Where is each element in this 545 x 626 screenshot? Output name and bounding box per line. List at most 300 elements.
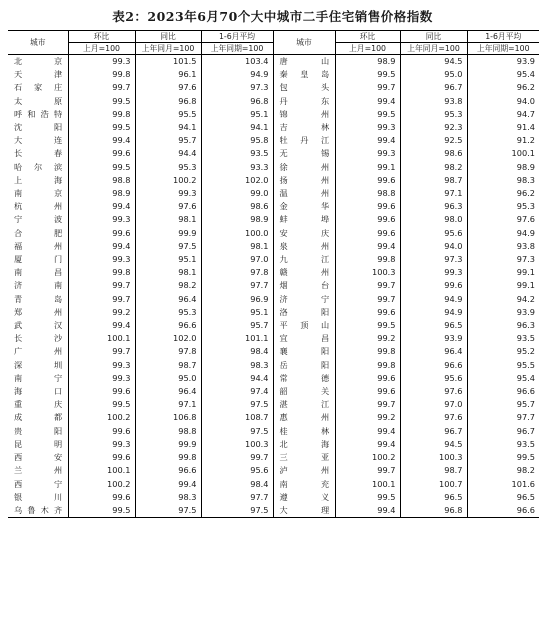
right-city-cell: 平顶山 [273,319,335,332]
right-yoy-cell: 98.6 [400,147,467,160]
right-avg-cell: 95.3 [467,200,539,213]
left-mom-cell: 99.8 [68,68,135,81]
right-city-cell: 秦皇岛 [273,68,335,81]
left-avg-cell: 100.0 [201,227,273,240]
right-city-cell: 金华 [273,200,335,213]
left-avg-cell: 97.8 [201,266,273,279]
right-mom-cell: 99.8 [335,253,400,266]
right-city-cell: 温州 [273,187,335,200]
table-row [8,319,539,332]
left-avg-cell: 102.0 [201,174,273,187]
left-city-cell: 沈阳 [14,122,63,133]
price-index-table [8,30,539,518]
left-mom-cell: 99.5 [68,398,135,411]
table-row [8,68,539,81]
right-city-cell: 韶关 [273,385,335,398]
left-avg-cell: 100.3 [201,438,273,451]
subheader-yoy-right: 上年同月=100 [400,43,467,55]
left-city-cell: 武汉 [14,320,63,331]
table-row [8,161,539,174]
right-mom-cell: 99.4 [335,95,400,108]
left-avg-cell: 95.7 [201,319,273,332]
table-row [8,438,539,451]
table-row [8,385,539,398]
right-mom-cell: 99.4 [335,425,400,438]
right-city-cell: 岳阳 [273,359,335,372]
table-row [8,478,539,491]
left-yoy-cell: 98.2 [135,279,201,292]
table-row [8,398,539,411]
table-row [8,95,539,108]
left-yoy-cell: 94.4 [135,147,201,160]
left-city-cell: 青岛 [14,293,63,304]
left-mom-cell: 99.2 [68,306,135,319]
left-yoy-cell: 98.8 [135,425,201,438]
left-city-cell: 南宁 [14,372,63,383]
left-mom-cell: 98.8 [68,174,135,187]
right-yoy-cell: 93.9 [400,332,467,345]
left-mom-cell: 99.3 [68,372,135,385]
right-city-cell: 蚌埠 [273,213,335,226]
right-city-cell: 惠州 [273,411,335,424]
table-row [8,253,539,266]
right-avg-cell: 98.3 [467,174,539,187]
right-mom-cell: 99.4 [335,134,400,147]
left-avg-cell: 98.6 [201,200,273,213]
subheader-yoy-left: 上年同月=100 [135,43,201,55]
right-mom-cell: 99.2 [335,411,400,424]
right-city-cell: 丹东 [273,95,335,108]
table-row [8,451,539,464]
right-city-cell: 三亚 [273,451,335,464]
right-city-cell: 宜昌 [273,332,335,345]
left-mom-cell: 99.4 [68,319,135,332]
table-row [8,293,539,306]
left-yoy-cell: 102.0 [135,332,201,345]
right-avg-cell: 96.6 [467,385,539,398]
right-mom-cell: 99.6 [335,213,400,226]
page-title: 表2：2023年6月70个大中城市二手住宅销售价格指数 [112,9,433,24]
right-city-cell: 锦州 [273,108,335,121]
right-city-cell: 泸州 [273,464,335,477]
left-city-cell: 昆明 [14,438,63,449]
right-city-cell: 安庆 [273,227,335,240]
left-city-cell: 上海 [14,174,63,185]
table-row [8,411,539,424]
right-yoy-cell: 97.3 [400,253,467,266]
table-row [8,332,539,345]
table-row [8,200,539,213]
right-yoy-cell: 92.3 [400,121,467,134]
right-mom-cell: 99.6 [335,200,400,213]
left-city-cell: 长春 [14,148,63,159]
table-row [8,491,539,504]
right-city-cell: 扬州 [273,174,335,187]
table-row [8,279,539,292]
table-row [8,174,539,187]
left-mom-cell: 99.6 [68,385,135,398]
left-city-cell: 呼和浩特 [14,108,63,119]
left-yoy-cell: 99.4 [135,478,201,491]
left-mom-cell: 99.8 [68,108,135,121]
left-avg-cell: 95.1 [201,306,273,319]
left-avg-cell: 93.5 [201,147,273,160]
right-avg-cell: 96.2 [467,187,539,200]
left-city-cell: 乌鲁木齐 [8,504,68,518]
right-yoy-cell: 99.3 [400,266,467,279]
subheader-avg-right: 上年同期=100 [467,43,539,55]
left-city-cell: 南京 [14,188,63,199]
left-avg-cell: 98.4 [201,478,273,491]
right-mom-cell: 99.7 [335,293,400,306]
header-mom-left: 环比 [68,31,135,43]
left-avg-cell: 96.8 [201,95,273,108]
right-mom-cell: 99.3 [335,121,400,134]
left-avg-cell: 97.7 [201,491,273,504]
left-mom-cell: 99.6 [68,451,135,464]
right-avg-cell: 93.5 [467,332,539,345]
left-yoy-cell: 106.8 [135,411,201,424]
table-row [8,266,539,279]
right-yoy-cell: 98.2 [400,161,467,174]
left-city-cell: 海口 [14,386,63,397]
right-city-cell: 九江 [273,253,335,266]
subheader-mom-left: 上月=100 [68,43,135,55]
left-avg-cell: 98.4 [201,345,273,358]
right-mom-cell: 99.7 [335,464,400,477]
left-yoy-cell: 99.9 [135,438,201,451]
right-avg-cell: 96.3 [467,319,539,332]
left-yoy-cell: 96.4 [135,385,201,398]
left-mom-cell: 99.7 [68,293,135,306]
right-yoy-cell: 96.6 [400,359,467,372]
table-row [8,121,539,134]
right-mom-cell: 99.4 [335,504,400,518]
right-mom-cell: 99.5 [335,491,400,504]
right-city-cell: 唐山 [273,55,335,69]
left-yoy-cell: 98.1 [135,213,201,226]
right-mom-cell: 99.5 [335,68,400,81]
right-city-cell: 南充 [273,478,335,491]
right-mom-cell: 99.3 [335,147,400,160]
right-mom-cell: 99.2 [335,332,400,345]
left-city-cell: 贵阳 [14,425,63,436]
left-yoy-cell: 95.5 [135,108,201,121]
right-yoy-cell: 97.6 [400,411,467,424]
right-yoy-cell: 96.4 [400,345,467,358]
left-avg-cell: 97.5 [201,504,273,518]
table-row [8,240,539,253]
left-avg-cell: 98.9 [201,213,273,226]
right-avg-cell: 96.2 [467,81,539,94]
left-yoy-cell: 97.1 [135,398,201,411]
right-avg-cell: 96.5 [467,491,539,504]
right-mom-cell: 100.3 [335,266,400,279]
left-avg-cell: 97.3 [201,81,273,94]
right-city-cell: 牡丹江 [273,134,335,147]
left-city-cell: 石家庄 [14,82,63,93]
right-mom-cell: 99.6 [335,385,400,398]
left-mom-cell: 100.2 [68,478,135,491]
left-city-cell: 哈尔滨 [14,161,63,172]
table-row [8,213,539,226]
left-mom-cell: 99.8 [68,266,135,279]
header-yoy-left: 同比 [135,31,201,43]
right-mom-cell: 99.7 [335,398,400,411]
right-avg-cell: 95.4 [467,372,539,385]
right-mom-cell: 99.7 [335,279,400,292]
right-city-cell: 大理 [273,504,335,518]
right-avg-cell: 98.2 [467,464,539,477]
right-mom-cell: 98.8 [335,187,400,200]
left-avg-cell: 95.6 [201,464,273,477]
right-avg-cell: 96.6 [467,504,539,518]
table-row [8,81,539,94]
left-yoy-cell: 96.6 [135,319,201,332]
subheader-mom-right: 上月=100 [335,43,400,55]
table-row [8,425,539,438]
left-mom-cell: 99.7 [68,81,135,94]
table-body [8,55,539,518]
right-yoy-cell: 97.6 [400,385,467,398]
right-yoy-cell: 98.0 [400,213,467,226]
right-yoy-cell: 99.6 [400,279,467,292]
left-avg-cell: 97.5 [201,425,273,438]
right-city-cell: 吉林 [273,121,335,134]
right-mom-cell: 100.1 [335,478,400,491]
left-city-cell: 济南 [14,280,63,291]
right-avg-cell: 93.9 [467,55,539,69]
right-avg-cell: 93.5 [467,438,539,451]
left-avg-cell: 97.7 [201,279,273,292]
table-row [8,464,539,477]
left-mom-cell: 99.5 [68,95,135,108]
right-avg-cell: 95.5 [467,359,539,372]
left-city-cell: 杭州 [14,201,63,212]
left-city-cell: 北京 [14,56,63,66]
left-city-cell: 银川 [14,491,63,502]
left-mom-cell: 99.6 [68,147,135,160]
left-yoy-cell: 97.6 [135,200,201,213]
left-yoy-cell: 95.1 [135,253,201,266]
right-yoy-cell: 94.9 [400,306,467,319]
left-avg-cell: 99.7 [201,451,273,464]
left-yoy-cell: 96.1 [135,68,201,81]
right-avg-cell: 93.9 [467,306,539,319]
right-mom-cell: 99.5 [335,108,400,121]
left-yoy-cell: 97.8 [135,345,201,358]
left-yoy-cell: 96.8 [135,95,201,108]
left-mom-cell: 99.5 [68,121,135,134]
right-yoy-cell: 98.7 [400,464,467,477]
right-yoy-cell: 96.7 [400,81,467,94]
left-mom-cell: 99.3 [68,253,135,266]
left-avg-cell: 97.0 [201,253,273,266]
left-avg-cell: 98.1 [201,240,273,253]
left-avg-cell: 101.1 [201,332,273,345]
right-mom-cell: 99.6 [335,372,400,385]
table-row [8,345,539,358]
left-mom-cell: 99.5 [68,161,135,174]
right-yoy-cell: 94.9 [400,293,467,306]
right-yoy-cell: 94.5 [400,55,467,69]
right-avg-cell: 98.9 [467,161,539,174]
left-city-cell: 兰州 [14,465,63,476]
table-row [8,147,539,160]
left-avg-cell: 95.8 [201,134,273,147]
left-avg-cell: 99.0 [201,187,273,200]
right-mom-cell: 98.9 [335,55,400,69]
right-yoy-cell: 96.7 [400,425,467,438]
table-row [8,55,539,69]
right-city-cell: 北海 [273,438,335,451]
left-city-cell: 厦门 [14,254,63,265]
left-yoy-cell: 97.5 [135,240,201,253]
right-avg-cell: 95.2 [467,345,539,358]
left-yoy-cell: 95.7 [135,134,201,147]
right-mom-cell: 99.8 [335,359,400,372]
right-yoy-cell: 93.8 [400,95,467,108]
left-avg-cell: 93.3 [201,161,273,174]
left-city-cell: 福州 [14,240,63,251]
right-mom-cell: 99.6 [335,306,400,319]
left-city-cell: 重庆 [14,399,63,410]
right-yoy-cell: 96.3 [400,200,467,213]
right-city-cell: 湛江 [273,398,335,411]
table-row [8,187,539,200]
left-yoy-cell: 94.1 [135,121,201,134]
right-avg-cell: 97.3 [467,253,539,266]
left-city-cell: 天津 [14,69,63,80]
left-yoy-cell: 99.9 [135,227,201,240]
left-avg-cell: 103.4 [201,55,273,69]
left-mom-cell: 99.7 [68,279,135,292]
left-mom-cell: 99.3 [68,55,135,69]
left-mom-cell: 98.9 [68,187,135,200]
left-avg-cell: 96.9 [201,293,273,306]
right-city-cell: 赣州 [273,266,335,279]
table-row [8,504,539,518]
right-avg-cell: 97.6 [467,213,539,226]
left-yoy-cell: 95.3 [135,306,201,319]
right-avg-cell: 94.7 [467,108,539,121]
right-city-cell: 桂林 [273,425,335,438]
header-avg-left: 1-6月平均 [201,31,273,43]
right-mom-cell: 99.6 [335,174,400,187]
left-mom-cell: 99.6 [68,491,135,504]
left-yoy-cell: 98.3 [135,491,201,504]
left-mom-cell: 100.2 [68,411,135,424]
left-city-cell: 太原 [14,95,63,106]
table-row [8,372,539,385]
left-mom-cell: 99.3 [68,213,135,226]
left-avg-cell: 94.4 [201,372,273,385]
header-mom-right: 环比 [335,31,400,43]
right-city-cell: 洛阳 [273,306,335,319]
table-row [8,227,539,240]
right-avg-cell: 94.2 [467,293,539,306]
left-city-cell: 南昌 [14,267,63,278]
right-avg-cell: 91.4 [467,121,539,134]
table-row [8,359,539,372]
left-city-cell: 深圳 [14,359,63,370]
left-city-cell: 西安 [14,452,63,463]
left-mom-cell: 99.4 [68,134,135,147]
left-yoy-cell: 100.2 [135,174,201,187]
left-avg-cell: 98.3 [201,359,273,372]
right-city-cell: 包头 [273,81,335,94]
right-avg-cell: 99.1 [467,266,539,279]
left-yoy-cell: 95.3 [135,161,201,174]
right-city-cell: 徐州 [273,161,335,174]
left-mom-cell: 100.1 [68,332,135,345]
left-mom-cell: 99.3 [68,359,135,372]
right-city-cell: 襄阳 [273,345,335,358]
right-yoy-cell: 95.3 [400,108,467,121]
right-mom-cell: 99.5 [335,319,400,332]
right-mom-cell: 99.4 [335,240,400,253]
left-avg-cell: 97.4 [201,385,273,398]
right-mom-cell: 100.2 [335,451,400,464]
header-city-left: 城市 [8,31,68,55]
right-yoy-cell: 97.0 [400,398,467,411]
right-mom-cell: 99.7 [335,81,400,94]
right-avg-cell: 99.5 [467,451,539,464]
left-yoy-cell: 98.7 [135,359,201,372]
left-mom-cell: 100.1 [68,464,135,477]
right-avg-cell: 95.7 [467,398,539,411]
right-yoy-cell: 95.0 [400,68,467,81]
left-city-cell: 西宁 [14,478,63,489]
left-mom-cell: 99.6 [68,425,135,438]
table-row [8,108,539,121]
right-yoy-cell: 96.8 [400,504,467,518]
left-mom-cell: 99.4 [68,240,135,253]
table-row [8,134,539,147]
left-yoy-cell: 96.4 [135,293,201,306]
right-yoy-cell: 95.6 [400,227,467,240]
right-city-cell: 济宁 [273,293,335,306]
left-city-cell: 广州 [14,346,63,357]
left-yoy-cell: 96.6 [135,464,201,477]
left-yoy-cell: 95.0 [135,372,201,385]
right-yoy-cell: 98.7 [400,174,467,187]
right-avg-cell: 100.1 [467,147,539,160]
right-city-cell: 泉州 [273,240,335,253]
right-yoy-cell: 96.5 [400,319,467,332]
right-yoy-cell: 94.5 [400,438,467,451]
left-yoy-cell: 97.5 [135,504,201,518]
right-mom-cell: 99.1 [335,161,400,174]
left-mom-cell: 99.5 [68,504,135,518]
left-city-cell: 合肥 [14,227,63,238]
left-city-cell: 宁波 [14,214,63,225]
right-mom-cell: 99.8 [335,345,400,358]
left-city-cell: 郑州 [14,306,63,317]
right-city-cell: 遵义 [273,491,335,504]
right-avg-cell: 94.9 [467,227,539,240]
subheader-avg-left: 上年同期=100 [201,43,273,55]
header-avg-right: 1-6月平均 [467,31,539,43]
right-avg-cell: 96.7 [467,425,539,438]
left-yoy-cell: 98.1 [135,266,201,279]
left-mom-cell: 99.7 [68,345,135,358]
right-yoy-cell: 92.5 [400,134,467,147]
left-avg-cell: 95.1 [201,108,273,121]
left-mom-cell: 99.4 [68,200,135,213]
left-yoy-cell: 97.6 [135,81,201,94]
left-mom-cell: 99.6 [68,227,135,240]
